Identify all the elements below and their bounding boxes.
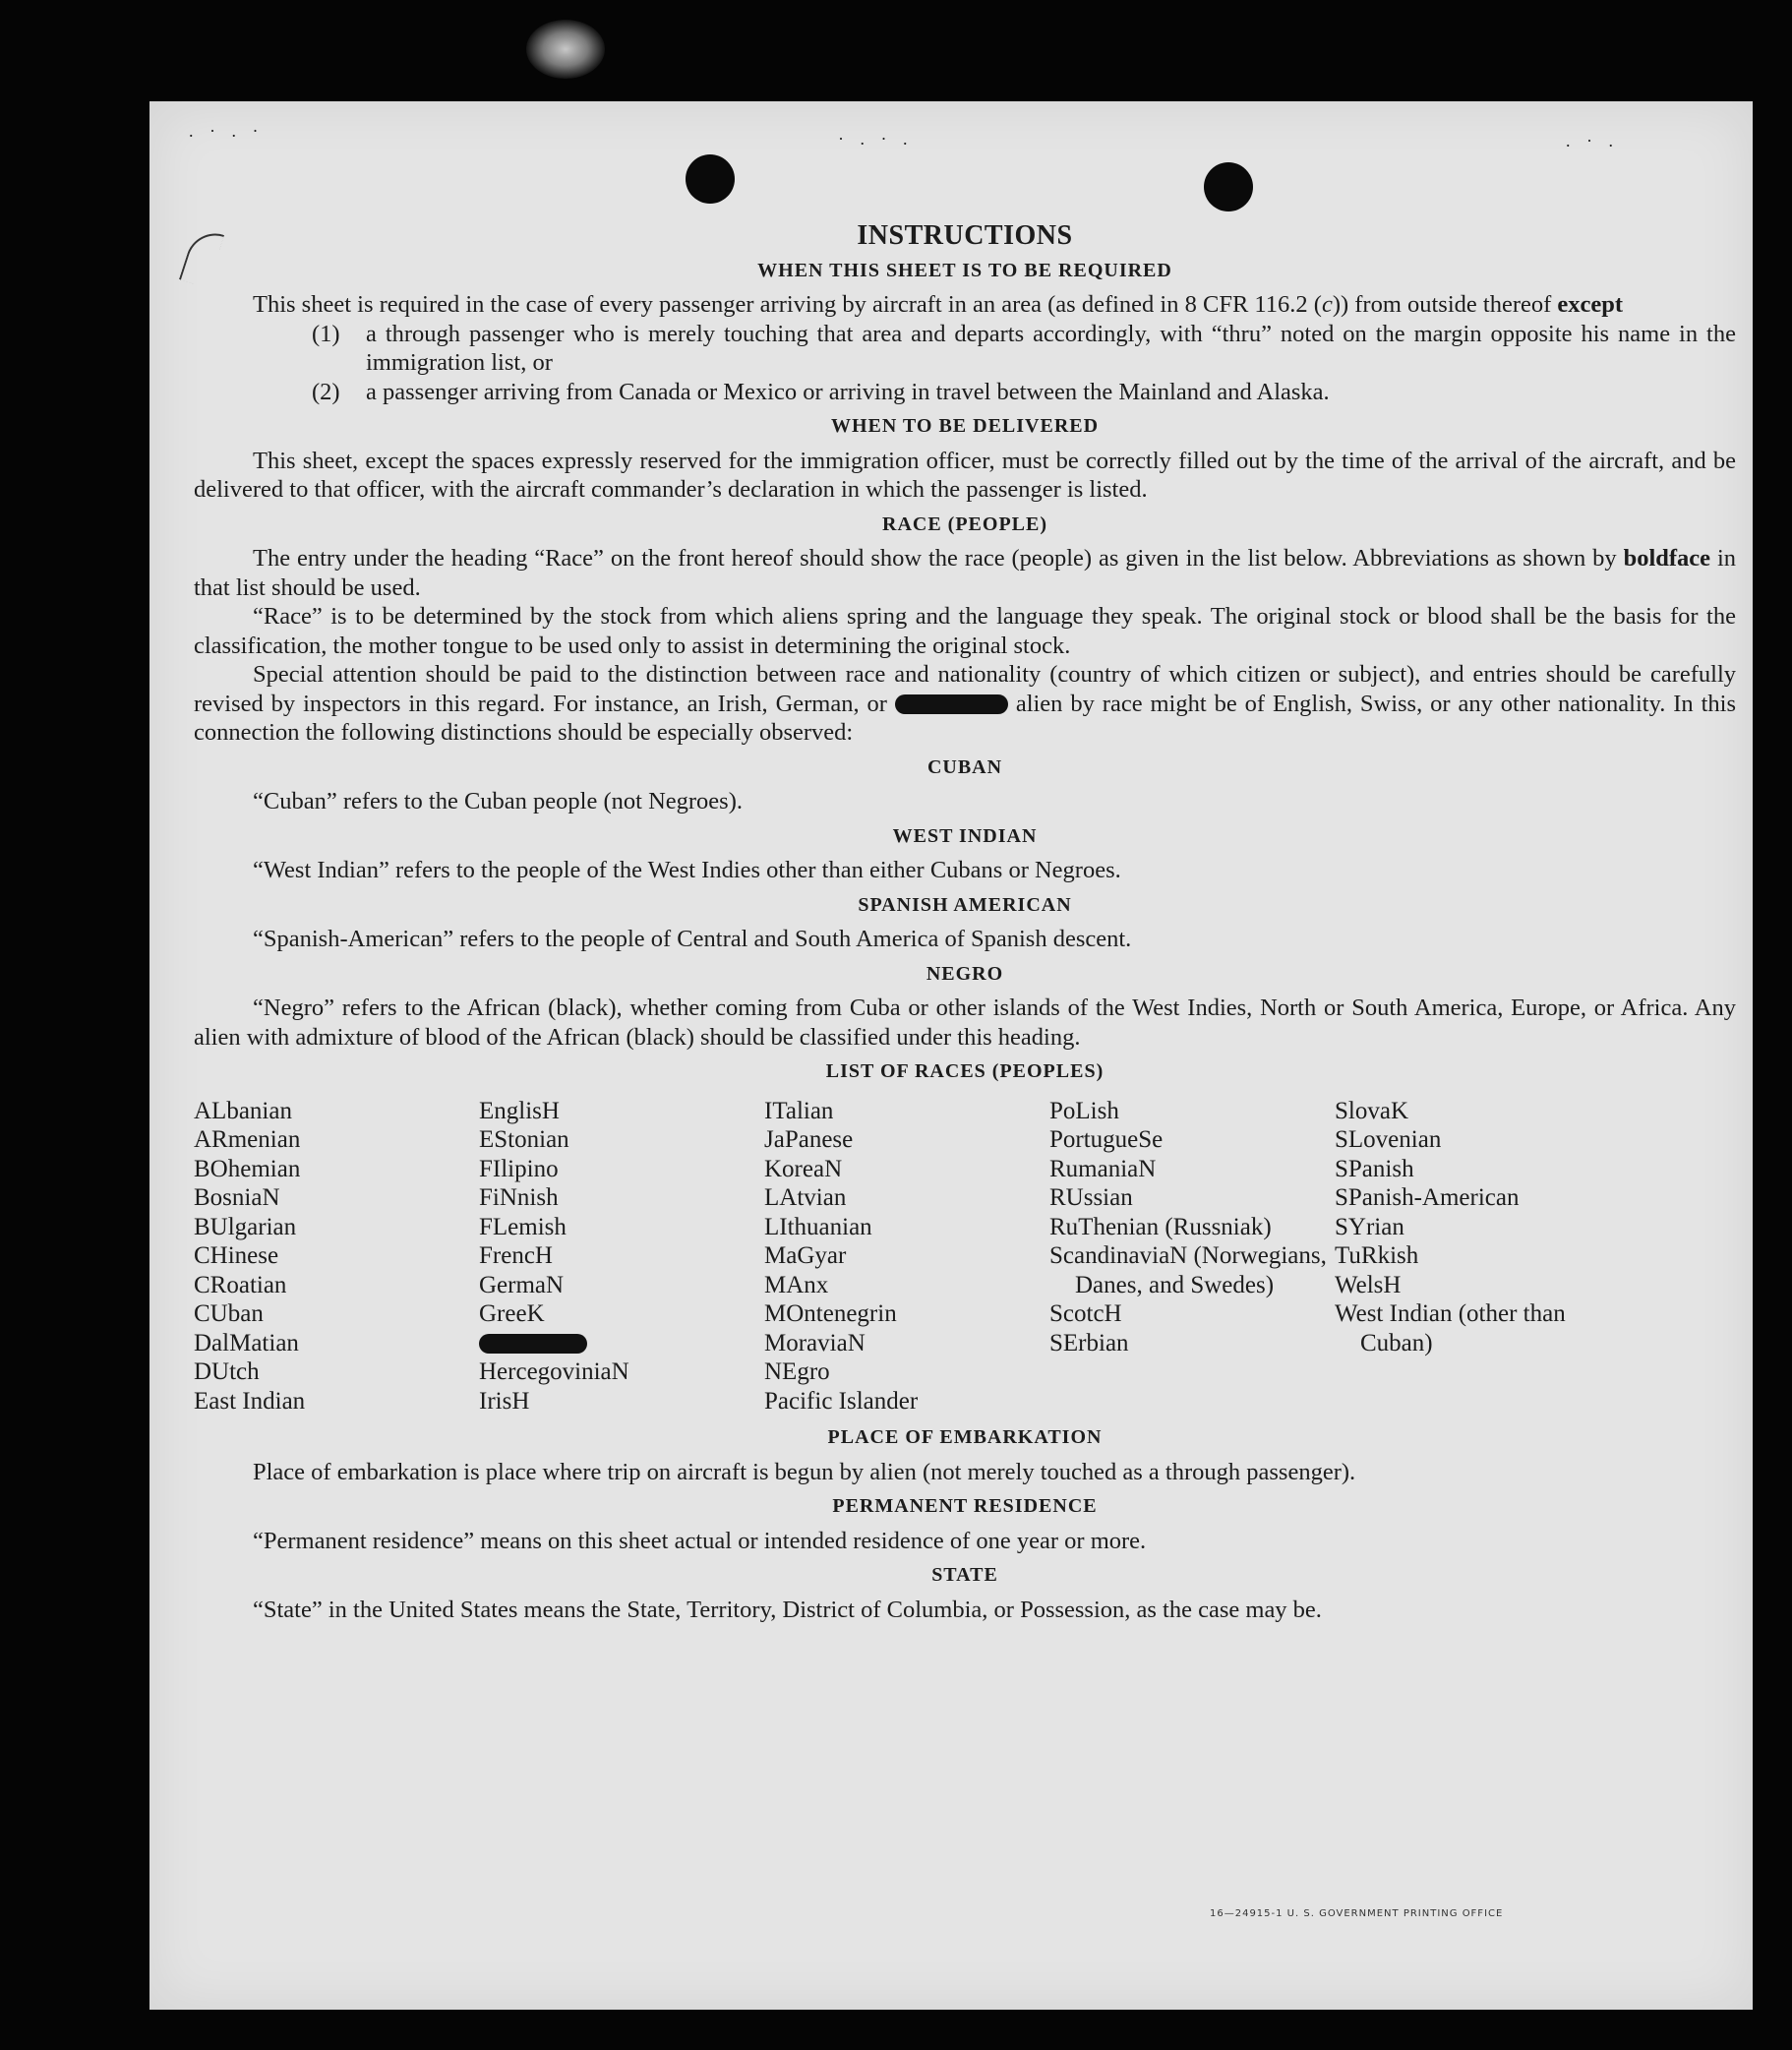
race-item: SPanish	[1335, 1155, 1414, 1182]
section-heading: WHEN TO BE DELIVERED	[830, 415, 1100, 437]
race-item: DUtch	[194, 1358, 260, 1385]
race-item: ITalian	[764, 1097, 834, 1124]
scan-glare	[526, 20, 605, 79]
race-item: GreeK	[479, 1300, 545, 1327]
race-item: CUban	[194, 1300, 264, 1327]
race-column	[1049, 1097, 1335, 1417]
race-item: RuThenian (Russniak)	[1049, 1213, 1272, 1240]
race-item: EnglisH	[479, 1097, 560, 1124]
race-column	[764, 1097, 1049, 1417]
section-heading: WEST INDIAN	[892, 824, 1038, 847]
section-heading: PERMANENT RESIDENCE	[832, 1495, 1098, 1517]
race-item: IrisH	[479, 1387, 530, 1415]
race-item: HercegoviniaN	[479, 1358, 629, 1385]
race-column	[1335, 1097, 1620, 1417]
race-item: FIlipino	[479, 1155, 559, 1182]
race-item: Pacific Islander	[764, 1387, 919, 1415]
race-item: BosniaN	[194, 1184, 280, 1211]
race-column	[479, 1097, 764, 1417]
race-item: NEgro	[764, 1358, 830, 1385]
paragraph: “West Indian” refers to the people of the West Indies other than either Cubans or Negroes.	[253, 857, 1121, 883]
race-list	[194, 1097, 1736, 1417]
race-item: PortugueSe	[1049, 1126, 1164, 1153]
race-item: MoraviaN	[764, 1329, 866, 1357]
race-item: SLovenian	[1335, 1126, 1442, 1153]
race-item: West Indian (other than Cuban)	[1335, 1300, 1566, 1357]
document-sheet	[149, 101, 1753, 2010]
race-item: ARmenian	[194, 1126, 301, 1153]
paragraph: Special attention should be paid to the distinction between race and nationality (country of which citizen or subject), and entries should be carefully revised by inspectors in this regard. For instance, an Irish, German, or alien by race might be of English, Swiss, or any other nationality. In this connection the following distinctions should be especially observed:	[194, 661, 1737, 746]
instructions-text	[194, 221, 1736, 1624]
race-item: SErbian	[1049, 1329, 1129, 1357]
race-item: BUlgarian	[194, 1213, 297, 1240]
paragraph: This sheet is required in the case of every passenger arriving by aircraft in an area (as defined in 8 CFR 116.2 (c)) from outside thereof except	[253, 291, 1624, 318]
race-item: FLemish	[479, 1213, 567, 1240]
paragraph: This sheet, except the spaces expressly reserved for the immigration officer, must be correctly filled out by the time of the arrival of the aircraft, and be delivered to that officer, with the aircraft commander’s declaration in which the passenger is listed.	[194, 447, 1736, 503]
race-item: RumaniaN	[1049, 1155, 1157, 1182]
race-item: LIthuanian	[764, 1213, 872, 1240]
race-item: WelsH	[1335, 1271, 1402, 1298]
speck-marks: . · .	[1566, 131, 1619, 151]
race-item: LAtvian	[764, 1184, 847, 1211]
race-item: TuRkish	[1335, 1242, 1419, 1269]
paragraph: “State” in the United States means the State, Territory, District of Columbia, or Possession, as the case may be.	[253, 1596, 1322, 1623]
race-item: RUssian	[1049, 1184, 1133, 1211]
race-item: FrencH	[479, 1242, 553, 1269]
race-item: SYrian	[1335, 1213, 1404, 1240]
redaction-mark	[895, 694, 1008, 714]
race-item: SPanish-American	[1335, 1184, 1520, 1211]
race-item: JaPanese	[764, 1126, 854, 1153]
paragraph: The entry under the heading “Race” on the front hereof should show the race (people) as given in the list below. Abbreviations as shown by boldface in that list should be used.	[194, 545, 1737, 601]
race-item	[479, 1329, 764, 1358]
section-heading: PLACE OF EMBARKATION	[827, 1426, 1103, 1448]
paragraph: “Negro” refers to the African (black), whether coming from Cuba or other islands of the West Indies, North or South America, Europe, or Africa. Any alien with admixture of blood of the African (black) should be classified under this heading.	[194, 995, 1736, 1051]
section-heading: SPANISH AMERICAN	[858, 893, 1072, 916]
list-item: (1) a through passenger who is merely touching that area and departs accordingly, with “thru” noted on the margin opposite his name in the immigration list, or	[312, 320, 1736, 376]
section-heading: NEGRO	[926, 962, 1004, 985]
race-item: BOhemian	[194, 1155, 301, 1182]
race-item: GermaN	[479, 1271, 565, 1298]
paragraph: “Cuban” refers to the Cuban people (not Negroes).	[253, 788, 743, 814]
speck-marks: . · . ·	[189, 121, 265, 141]
race-item: ALbanian	[194, 1097, 292, 1124]
list-item: (2) a passenger arriving from Canada or Mexico or arriving in travel between the Mainland and Alaska.	[312, 378, 1330, 405]
race-item: MOntenegrin	[764, 1300, 897, 1327]
paragraph: “Spanish-American” refers to the people of Central and South America of Spanish descent.	[253, 926, 1132, 952]
section-heading: CUBAN	[926, 755, 1003, 778]
punch-hole-left	[686, 154, 735, 204]
race-item: EStonian	[479, 1126, 569, 1153]
section-heading: RACE (PEOPLE)	[882, 512, 1047, 535]
race-item: CHinese	[194, 1242, 279, 1269]
print-code: 16—24915-1 U. S. GOVERNMENT PRINTING OFFICE	[1210, 1908, 1504, 1919]
paragraph: “Permanent residence” means on this sheet actual or intended residence of one year or more.	[253, 1527, 1147, 1554]
paragraph: Place of embarkation is place where trip on aircraft is begun by alien (not merely touched as a through passenger).	[253, 1458, 1356, 1485]
race-item: MaGyar	[764, 1242, 847, 1269]
race-item: KoreaN	[764, 1155, 843, 1182]
race-item: ScotcH	[1049, 1300, 1122, 1327]
race-item: East Indian	[194, 1387, 306, 1415]
paragraph: “Race” is to be determined by the stock from which aliens spring and the language they speak. The original stock or blood shall be the basis for the classification, the mother tongue to be used only to assist in determining the original stock.	[194, 603, 1736, 659]
race-item: PoLish	[1049, 1097, 1119, 1124]
race-item: CRoatian	[194, 1271, 287, 1298]
race-item: DalMatian	[194, 1329, 299, 1357]
race-item: ScandinaviaN (Norwegians, Danes, and Swedes)	[1049, 1242, 1327, 1298]
section-heading: LIST OF RACES (PEOPLES)	[825, 1060, 1105, 1082]
section-heading: WHEN THIS SHEET IS TO BE REQUIRED	[757, 259, 1172, 281]
race-item: FiNnish	[479, 1184, 559, 1211]
race-item: MAnx	[764, 1271, 829, 1298]
page-title: INSTRUCTIONS	[857, 220, 1073, 251]
section-heading: STATE	[931, 1564, 998, 1586]
punch-hole-right	[1204, 162, 1253, 211]
redaction-mark	[479, 1334, 587, 1354]
speck-marks: · . · .	[838, 129, 914, 149]
race-item: SlovaK	[1335, 1097, 1408, 1124]
race-column	[194, 1097, 479, 1417]
